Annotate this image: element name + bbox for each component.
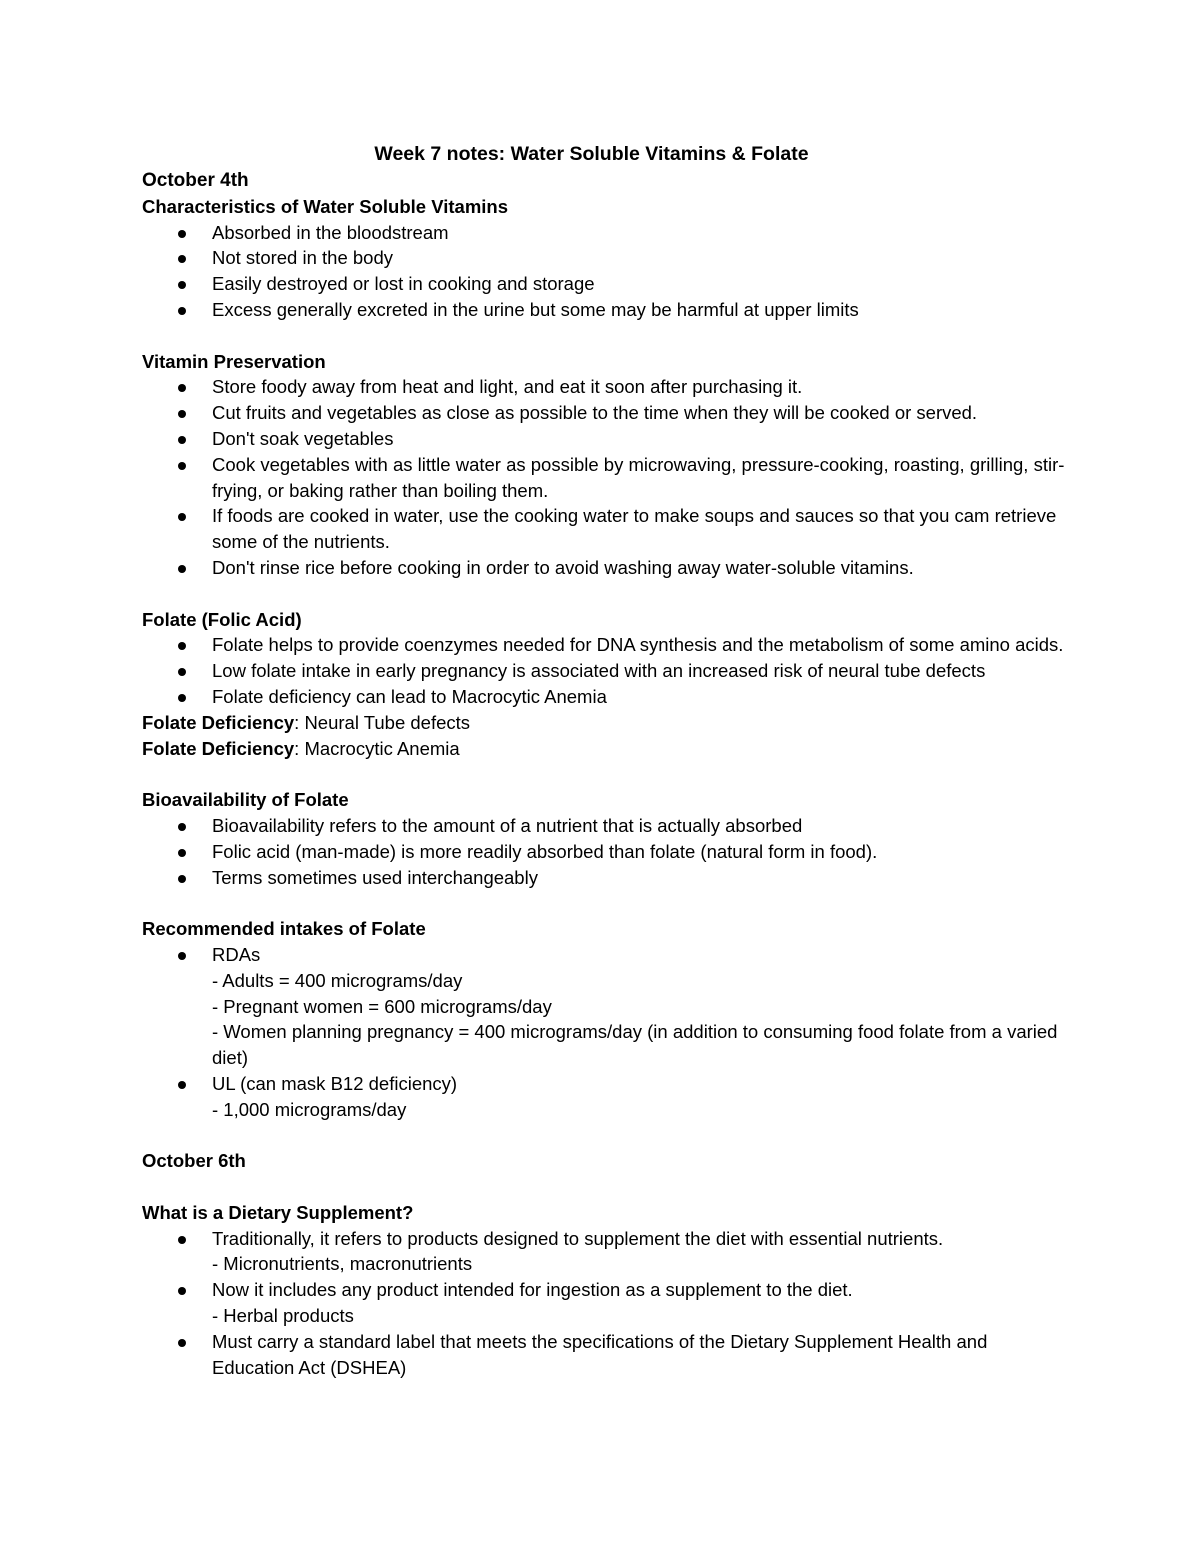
section-heading-folate: Folate (Folic Acid) [142, 608, 302, 630]
section-heading-bioavailability: Bioavailability of Folate [142, 789, 349, 811]
list-item: Cut fruits and vegetables as close as possible to the time when they will be cooked or served. [142, 400, 1072, 426]
item-text: Traditionally, it refers to products designed to supplement the diet with essential nutrients. [212, 1227, 944, 1249]
list-item: Excess generally excreted in the urine but some may be harmful at upper limits [142, 297, 1072, 323]
rda-line: - Women planning pregnancy = 400 micrograms/day (in addition to consuming food folate from a varied diet) [212, 1021, 1058, 1069]
page-title: Week 7 notes: Water Soluble Vitamins & Folate [374, 143, 809, 165]
preservation-list [142, 374, 1072, 580]
list-item: Store foody away from heat and light, and eat it soon after purchasing it. [142, 374, 1072, 400]
list-item: Folate deficiency can lead to Macrocytic Anemia [142, 684, 1072, 710]
list-item-ul [142, 1071, 1072, 1123]
item-text: Now it includes any product intended for ingestion as a supplement to the diet. [212, 1279, 853, 1301]
supplement-list [142, 1226, 1072, 1381]
list-item: Bioavailability refers to the amount of a nutrient that is actually absorbed [142, 813, 1072, 839]
deficiency-line-1 [142, 710, 1072, 736]
deficiency-label: Folate Deficiency [142, 711, 295, 733]
section-heading-supplement: What is a Dietary Supplement? [142, 1201, 414, 1223]
deficiency-line-2 [142, 736, 1072, 762]
characteristics-list [142, 220, 1072, 323]
section-heading-characteristics: Characteristics of Water Soluble Vitamins [142, 195, 508, 217]
item-sub: - Herbal products [212, 1305, 354, 1327]
item-text: Must carry a standard label that meets the specifications of the Dietary Supplement Health and Education Act (DSHEA) [212, 1330, 988, 1378]
list-item: Folic acid (man-made) is more readily absorbed than folate (natural form in food). [142, 839, 1072, 865]
list-item: Low folate intake in early pregnancy is associated with an increased risk of neural tube defects [142, 658, 1072, 684]
ul-label: UL (can mask B12 deficiency) [212, 1072, 458, 1094]
list-item [142, 1329, 1072, 1381]
date-heading-oct-4: October 4th [142, 170, 249, 191]
deficiency-label: Folate Deficiency [142, 737, 295, 759]
item-sub: - Micronutrients, macronutrients [212, 1253, 473, 1275]
list-item: Folate helps to provide coenzymes needed for DNA synthesis and the metabolism of some amino acids. [142, 632, 1072, 658]
rda-line: - Adults = 400 micrograms/day [212, 969, 463, 991]
document-body [142, 168, 1072, 1380]
list-item: Cook vegetables with as little water as possible by microwaving, pressure-cooking, roasting, grilling, stir-frying, or baking rather than boiling them. [142, 452, 1072, 504]
list-item: Don't soak vegetables [142, 426, 1072, 452]
list-item: Terms sometimes used interchangeably [142, 865, 1072, 891]
list-item: If foods are cooked in water, use the cooking water to make soups and sauces so that you cam retrieve some of the nutrients. [142, 503, 1072, 555]
rda-line: - Pregnant women = 600 micrograms/day [212, 995, 552, 1017]
list-item-rdas [142, 942, 1072, 1071]
section-heading-preservation: Vitamin Preservation [142, 350, 326, 372]
rda-label: RDAs [212, 943, 261, 965]
list-item: Absorbed in the bloodstream [142, 220, 1072, 246]
section-heading-intakes: Recommended intakes of Folate [142, 918, 426, 940]
list-item: Don't rinse rice before cooking in order to avoid washing away water-soluble vitamins. [142, 555, 1072, 581]
deficiency-text: : Neural Tube defects [294, 711, 471, 733]
list-item: Not stored in the body [142, 245, 1072, 271]
folate-list [142, 632, 1072, 709]
ul-line: - 1,000 micrograms/day [212, 1098, 407, 1120]
date-heading-oct-6: October 6th [142, 1150, 246, 1172]
intakes-list [142, 942, 1072, 1123]
list-item: Easily destroyed or lost in cooking and storage [142, 271, 1072, 297]
bioavailability-list [142, 813, 1072, 890]
deficiency-text: : Macrocytic Anemia [294, 737, 460, 759]
list-item [142, 1277, 1072, 1329]
list-item [142, 1226, 1072, 1278]
